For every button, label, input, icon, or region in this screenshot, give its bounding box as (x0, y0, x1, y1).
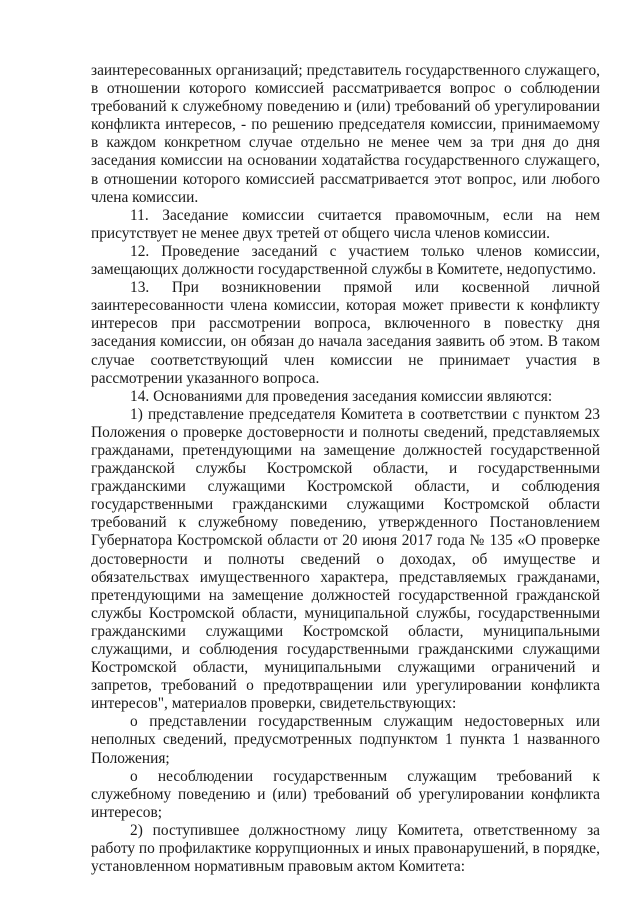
paragraph-item-11: 11. Заседание комиссии считается правомочным, если на нем присутствует не менее двух третей от общего числа членов комиссии. (91, 206, 600, 242)
document-body (91, 62, 600, 876)
paragraph-item-14: 14. Основаниями для проведения заседания комиссии являются: (130, 387, 553, 405)
paragraph-item-13: 13. При возникновении прямой или косвенной личной заинтересованности члена комиссии, которая может привести к конфликту интересов при рассмотрении вопроса, включенного в повестку дня заседания комиссии, он обязан до начала заседания заявить об этом. В таком случае соответствующий член комиссии не принимает участия в рассмотрении указанного вопроса. (91, 279, 600, 387)
paragraph-continuation: заинтересованных организаций; представитель государственного служащего, в отношении которого комиссией рассматривается вопрос о соблюдении требований к служебному поведению и (или) требований об урегулировании конфликта интересов, - по решению председателя комиссии, принимаемому в каждом конкретном случае отдельно не менее чем за три дня до дня заседания комиссии на основании ходатайства государственного служащего, в отношении которого комиссией рассматривается этот вопрос, или любого члена комиссии. (91, 62, 600, 206)
paragraph-bullet-noncompliance: о несоблюдении государственным служащим требований к служебному поведению и (или) требований об урегулировании конфликта интересов; (91, 767, 600, 821)
paragraph-bullet-unreliable-info: о представлении государственным служащим недостоверных или неполных сведений, предусмотренных подпунктом 1 пункта 1 названного Положения; (91, 713, 600, 767)
paragraph-subitem-1: 1) представление председателя Комитета в соответствии с пунктом 23 Положения о проверке достоверности и полноты сведений, представляемых гражданами, претендующими на замещение должностей государственной гражданской службы Костромской области, и государственными гражданскими служащими Костромской области, и соблюдения государственными гражданскими служащими Костромской области требований к служебному поведению, утвержденного Постановлением Губернатора Костромской области от 20 июня 2017 года № 135 «О проверке достоверности и полноты сведений о доходах, об имуществе и обязательствах имущественного характера, представляемых гражданами, претендующими на замещение должностей государственной гражданской службы Костромской области, муниципальной службы, государственными гражданскими служащими Костромской области, муниципальными служащими, и соблюдения государственными гражданскими служащими Костромской области, муниципальными служащими ограничений и запретов, требований о предотвращении или урегулировании конфликта интересов", материалов проверки, свидетельствующих: (91, 405, 600, 713)
paragraph-subitem-2: 2) поступившее должностному лицу Комитета, ответственному за работу по профилактике коррупционных и иных правонарушений, в порядке, установленном нормативным правовым актом Комитета: (91, 821, 600, 876)
paragraph-item-12: 12. Проведение заседаний с участием только членов комиссии, замещающих должности государственной службы в Комитете, недопустимо. (91, 242, 600, 279)
